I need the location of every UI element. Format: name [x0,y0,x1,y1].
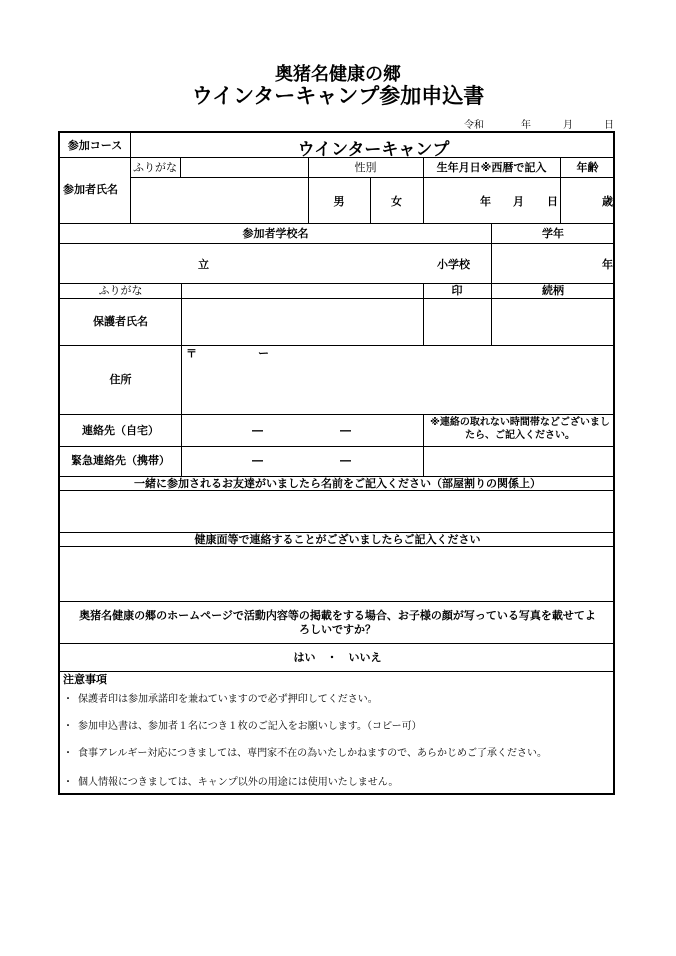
gender-label: 性別 [354,161,377,174]
note-bullet: ・ [63,721,73,732]
photo-consent-question: 奥猪名健康の郷のホームページで活動内容等の掲載をする場合、お子様の顔が写っている写真を載せてよろしいですか？ [79,609,596,636]
postal-mark: 〒 [186,347,197,360]
age-label: 年齢 [576,161,599,174]
school-type: 小学校 [437,258,470,271]
course-name: ウインターキャンプ [297,140,450,160]
date-month: 月 [563,120,573,131]
home-phone-dash-1: ― [252,424,263,437]
note-bullet: ・ [63,777,73,788]
mobile-phone-dash-2: ― [340,454,351,467]
seal-label: 印 [451,284,463,297]
home-phone-label: 連絡先（自宅） [82,424,159,437]
birth-day-unit: 日 [547,195,558,208]
mobile-phone-label: 緊急連絡先（携帯） [71,454,170,467]
note-item: 保護者印は参加承諾印を兼ねていますので必ず押印してください。 [78,694,378,705]
mobile-phone-dash-1: ― [252,454,263,467]
note-bullet: ・ [63,694,73,705]
school-public-suffix: 立 [198,258,209,271]
grade-unit: 年 [602,258,613,271]
health-section-heading: 健康面等で連絡することがございましたらご記入ください [194,533,481,546]
gender-female[interactable]: 女 [391,195,402,208]
furigana-label: ふりがな [133,161,177,174]
school-name-label: 参加者学校名 [242,227,309,240]
date-year: 年 [521,120,531,131]
birth-year-unit: 年 [480,195,491,208]
form-title: 奥猪名健康の郷 [275,64,401,85]
birth-month-unit: 月 [513,195,524,208]
note-item: 食事アレルギー対応につきましては、専門家不在の為いたしかねますので、あらかじめご了承ください。 [78,748,547,759]
note-item: 個人情報につきましては、キャンプ以外の用途には使用いたしません。 [78,777,399,788]
participant-name-label: 参加者氏名 [63,183,118,196]
guardian-furigana-label: ふりがな [98,284,143,297]
application-form [58,131,615,795]
guardian-name-label: 保護者氏名 [93,315,148,328]
relation-label: 続柄 [542,284,564,297]
note-bullet: ・ [63,748,73,759]
birthdate-label: 生年月日※西暦で記入 [436,161,547,174]
age-unit: 歳 [602,195,613,208]
grade-label: 学年 [542,227,564,240]
note-item: 参加申込書は、参加者１名につき１枚のご記入をお願いします。（コピー可） [78,721,422,732]
postal-dash: ー [258,347,269,360]
date-era: 令和 [464,120,484,131]
form-subtitle: ウインターキャンプ参加申込書 [191,84,485,108]
friends-section-heading: 一緒に参加されるお友達がいましたら名前をご記入ください（部屋割りの関係上） [134,477,541,490]
notes-title: 注意事項 [63,673,107,686]
course-label: 参加コース [67,139,123,152]
date-day: 日 [604,120,614,131]
address-label: 住所 [109,373,132,386]
home-phone-dash-2: ― [340,424,351,437]
gender-male[interactable]: 男 [333,195,345,208]
contact-note: ※連絡の取れない時間帯などございましたら、ご記入ください。 [430,417,610,441]
photo-consent-answer[interactable]: はい ・ いいえ [293,651,382,664]
